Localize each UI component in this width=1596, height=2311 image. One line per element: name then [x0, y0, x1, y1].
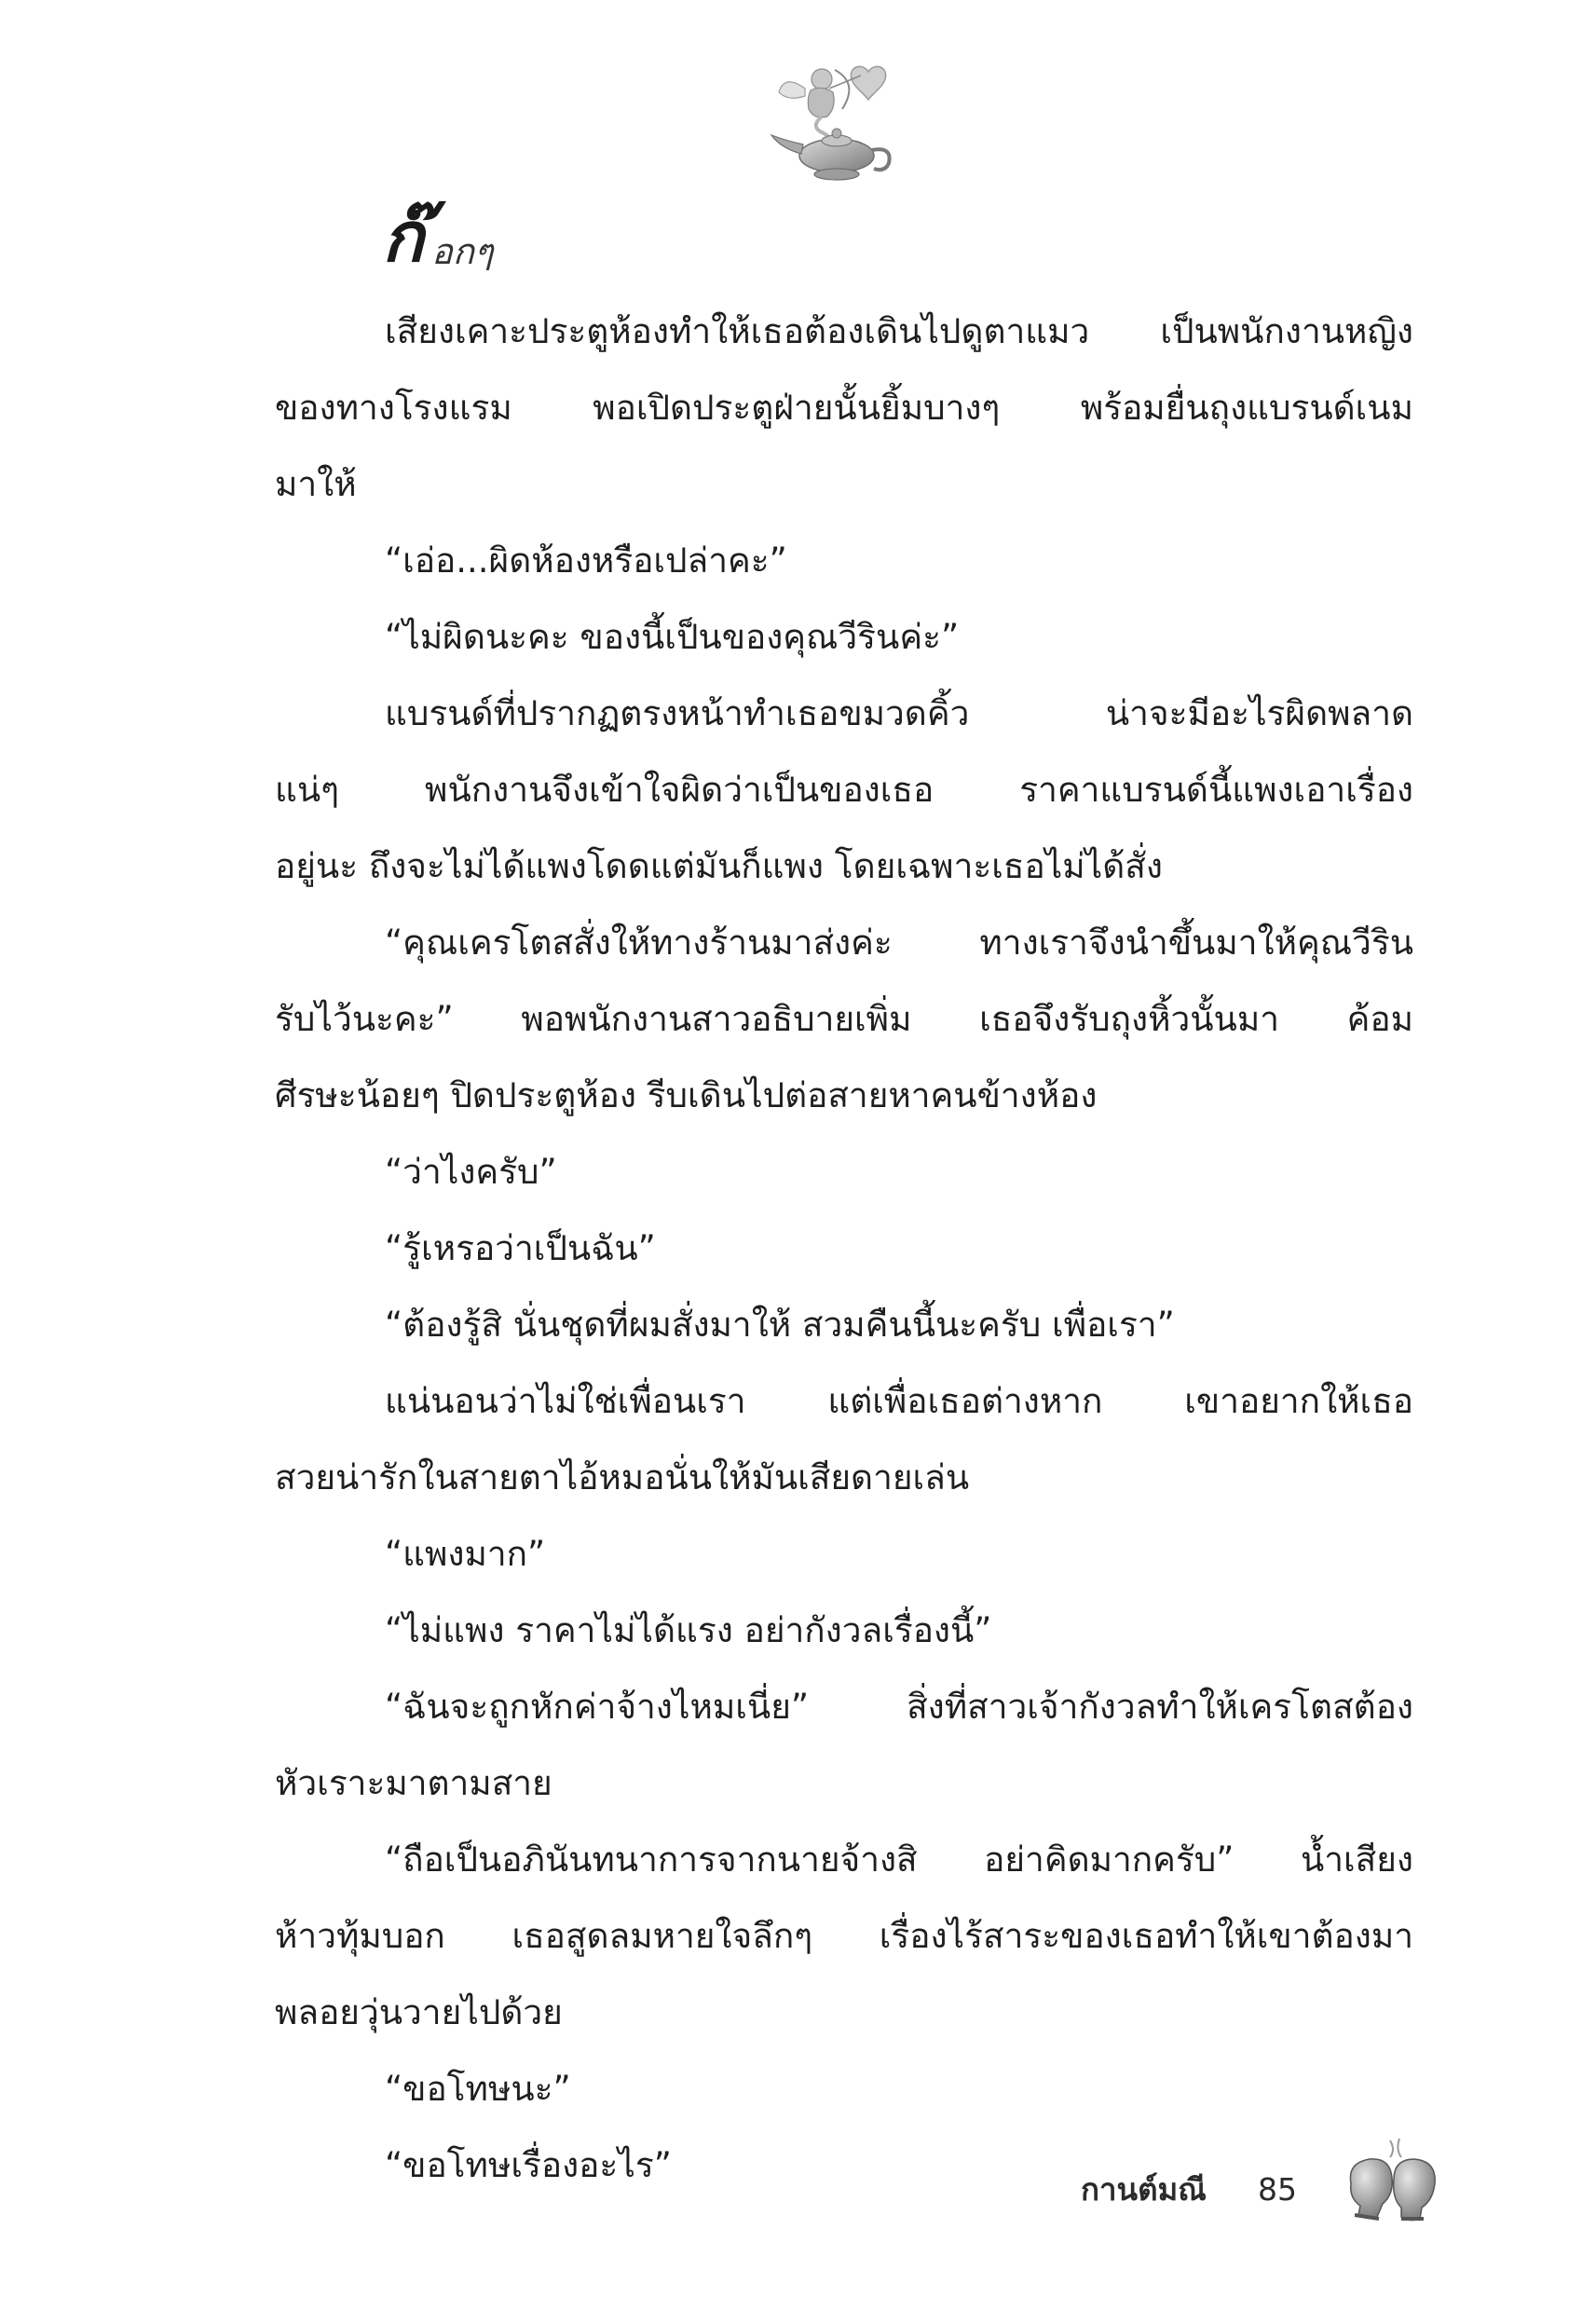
- text-line: “เอ่อ...ผิดห้องหรือเปล่าคะ”: [385, 540, 787, 581]
- text-line: “คุณเครโตสสั่งให้ทางร้านมาส่งค่ะ ทางเราจึงนำขึ้นมาให้คุณวีริน: [385, 923, 1413, 963]
- boxing-gloves-icon: [1342, 2137, 1444, 2230]
- text-line: “ขอโทษนะ”: [385, 2069, 571, 2109]
- paragraphs: [275, 294, 1413, 2204]
- text-line: “ฉันจะถูกหักค่าจ้างไหมเนี่ย” สิ่งที่สาวเจ้ากังวลทำให้เครโตสต้อง: [385, 1687, 1413, 1727]
- text-line: แน่นอนว่าไม่ใช่เพื่อนเรา แต่เพื่อเธอต่างหาก เขาอยากให้เธอ: [385, 1381, 1413, 1421]
- text-line: “ไม่แพง ราคาไม่ได้แรง อย่ากังวลเรื่องนี้”: [385, 1610, 992, 1650]
- genie-lamp-cupid-icon: [764, 51, 904, 191]
- text-line: “ถือเป็นอภินันทนาการจากนายจ้างสิ อย่าคิดมากครับ” น้ำเสียง: [385, 1839, 1413, 1880]
- text-line: มาให้: [275, 464, 357, 504]
- text-line: แน่ๆ พนักงานจึงเข้าใจผิดว่าเป็นของเธอ ราคาแบรนด์นี้แพงเอาเรื่อง: [275, 770, 1413, 810]
- story-text: [275, 182, 1413, 2204]
- text-line: “แพงมาก”: [385, 1534, 546, 1574]
- text-line: ศีรษะน้อยๆ ปิดประตูห้อง รีบเดินไปต่อสายหาคนข้างห้อง: [275, 1075, 1098, 1115]
- page-footer: [1081, 2157, 1481, 2222]
- sound-effect-large: ก๊: [382, 198, 424, 278]
- text-line: แบรนด์ที่ปรากฏตรงหน้าทำเธอขมวดคิ้ว น่าจะมีอะไรผิดพลาด: [385, 693, 1413, 733]
- text-line: เสียงเคาะประตูห้องทำให้เธอต้องเดินไปดูตาแมว เป็นพนักงานหญิง: [385, 311, 1413, 351]
- text-line: “ขอโทษเรื่องอะไร”: [385, 2145, 672, 2185]
- text-line: หัวเราะมาตามสาย: [275, 1763, 552, 1803]
- page-number: 85: [1258, 2171, 1297, 2208]
- text-line: ห้าวทุ้มบอก เธอสูดลมหายใจลึกๆ เรื่องไร้สาระของเธอทำให้เขาต้องมา: [275, 1916, 1413, 1956]
- text-line: “รู้เหรอว่าเป็นฉัน”: [385, 1228, 656, 1268]
- text-line: “ว่าไงครับ”: [385, 1152, 557, 1192]
- text-line: พลอยวุ่นวายไปด้วย: [275, 1992, 563, 2032]
- text-line: ของทางโรงแรม พอเปิดประตูฝ่ายนั้นยิ้มบางๆ พร้อมยื่นถุงแบรนด์เนม: [275, 388, 1413, 428]
- book-title: กานต์มณี: [1081, 2171, 1207, 2208]
- text-line: สวยน่ารักในสายตาไอ้หมอนั่นให้มันเสียดายเล่น: [275, 1457, 970, 1497]
- sound-effect-small: อกๆ: [431, 231, 494, 272]
- text-line: อยู่นะ ถึงจะไม่ได้แพงโดดแต่มันก็แพง โดยเฉพาะเธอไม่ได้สั่ง: [275, 846, 1163, 886]
- sound-effect: [275, 182, 1413, 294]
- text-line: รับไว้นะคะ” พอพนักงานสาวอธิบายเพิ่ม เธอจึงรับถุงหิ้วนั้นมา ค้อม: [275, 999, 1413, 1039]
- text-line: “ไม่ผิดนะคะ ของนี้เป็นของคุณวีรินค่ะ”: [385, 617, 960, 657]
- text-line: “ต้องรู้สิ นั่นชุดที่ผมสั่งมาให้ สวมคืนนี้นะครับ เพื่อเรา”: [385, 1305, 1175, 1345]
